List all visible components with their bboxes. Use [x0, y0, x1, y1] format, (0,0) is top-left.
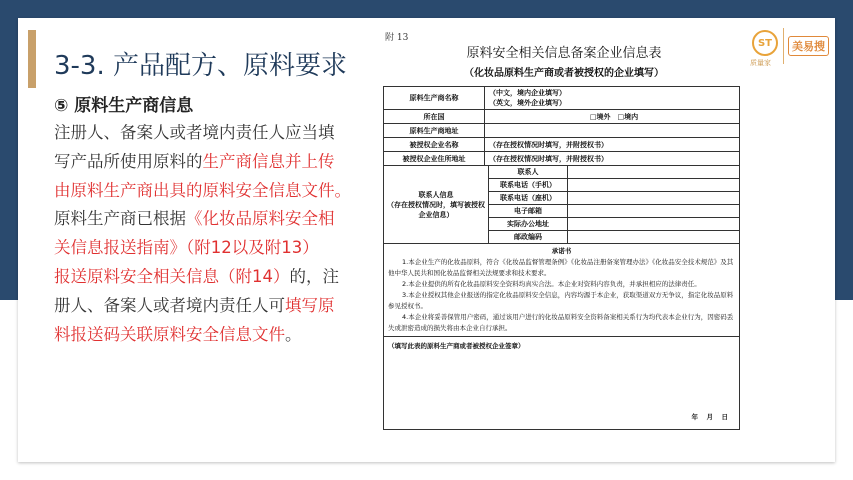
- body-text: [54, 119, 370, 349]
- table-row: [384, 138, 739, 152]
- highlight-text: 由原料生产商出具的原料安全信息文件。: [54, 180, 351, 200]
- plain-text: 写产品所使用原料的: [54, 151, 203, 171]
- contact-field-label: 实际办公地址: [489, 218, 568, 230]
- contact-field-row: [489, 166, 739, 179]
- body-line: [54, 148, 370, 177]
- highlight-text: 生产商信息并上传: [202, 151, 335, 171]
- date-label: 年 月 日: [691, 413, 729, 421]
- title-accent-bar: [28, 30, 36, 88]
- contact-field-label: 邮政编码: [489, 231, 568, 243]
- body-line: [54, 292, 370, 321]
- row-value: （存在授权情况时填写，并附授权书）: [489, 140, 608, 149]
- highlight-text: 关信息报送指南》（附12以及附13）: [54, 238, 319, 258]
- table-row: [384, 87, 739, 110]
- commitment-item: 1.本企业生产的化妆品原料，符合《化妆品监督管理条例》《化妆品注册备案管理办法》《化妆品安全技术规范》及其他中华人民共和国化妆品监督相关法规要求和技术要求。: [388, 258, 734, 277]
- row-value: （存在授权情况时填写，并附授权书）: [489, 154, 608, 163]
- info-table: [383, 86, 740, 430]
- plain-text: 的，注: [289, 266, 339, 286]
- contact-field-row: [489, 231, 739, 243]
- st-logo-icon: ST: [752, 30, 778, 56]
- table-row: [384, 124, 739, 138]
- plain-text: 原料生产商已根据: [54, 209, 186, 229]
- contact-field-value: [568, 205, 739, 217]
- row-label: 所在国: [384, 110, 485, 123]
- brand-logo: 美易搜: [788, 36, 829, 56]
- contact-field-value: [568, 218, 739, 230]
- highlight-text: 《化妆品原料安全相: [186, 209, 335, 229]
- highlight-text: 料报送码关联原料安全信息文件: [54, 324, 285, 344]
- document-title: 原料安全相关信息备案企业信息表: [466, 46, 662, 61]
- highlight-text: 填写原: [285, 295, 335, 315]
- highlight-text: 报送原料安全相关信息（附14）: [54, 266, 290, 286]
- body-line: [54, 177, 370, 206]
- body-line: [54, 234, 370, 263]
- contact-field-row: [489, 179, 739, 192]
- commitment-item: 2.本企业提供的所有化妆品原料安全资料均真实合法。本企业对资料内容负责，并承担相应的法律责任。: [402, 280, 701, 288]
- row-value: （中文，境内企业填写） （英文，境外企业填写）: [489, 89, 566, 107]
- row-label: 被授权企业名称: [384, 138, 485, 151]
- signature-label: （填写此表的原料生产商或者被授权企业签章）: [388, 342, 525, 350]
- contact-field-value: [568, 231, 739, 243]
- row-value: □境外 □境内: [589, 112, 639, 121]
- slide-title: 3-3. 产品配方、原料要求: [54, 51, 347, 81]
- attachment-document: [378, 24, 750, 458]
- attachment-number: 附 13: [385, 33, 409, 43]
- contact-field-row: [489, 218, 739, 231]
- logo-divider: [783, 28, 784, 64]
- table-row: [384, 152, 739, 166]
- row-label: 被授权企业住所地址: [384, 152, 485, 165]
- document-subtitle: （化妆品原料生产商或者被授权的企业填写）: [464, 68, 664, 79]
- plain-text: 。: [285, 324, 302, 344]
- row-label: 原料生产商名称: [384, 87, 485, 109]
- commitment-title: 承诺书: [551, 247, 572, 255]
- table-row: [384, 110, 739, 124]
- contact-field-label: 电子邮箱: [489, 205, 568, 217]
- row-label: 原料生产商地址: [384, 124, 485, 137]
- body-line: [54, 263, 370, 292]
- contact-field-value: [568, 166, 739, 178]
- signature-area: [384, 337, 739, 429]
- contact-block: [384, 166, 739, 244]
- body-line: [54, 119, 370, 148]
- section-subtitle: ⑤ 原料生产商信息: [54, 96, 194, 116]
- plain-text: 注册人、备案人或者境内责任人应当填: [54, 123, 335, 142]
- contact-field-label: 联系电话（手机）: [489, 179, 568, 191]
- contact-field-value: [568, 192, 739, 204]
- row-value: [485, 124, 739, 137]
- plain-text: 册人、备案人或者境内责任人可: [54, 295, 285, 315]
- commitment-section: [384, 244, 739, 337]
- commitment-item: 4.本企业将妥善保管用户密码，通过该用户进行的化妆品原料安全资料备案相关系行为均代表本企业行为，因密码丢失或泄密造成的损失将由本企业自行承担。: [388, 313, 734, 332]
- commitment-item: 3.本企业授权其他企业报送的指定化妆品原料安全信息，内容均源于本企业，获取渠道双方无争议，指定化妆品原料参见授权书。: [388, 291, 734, 310]
- body-line: [54, 205, 370, 234]
- contact-field-row: [489, 205, 739, 218]
- st-logo-caption: 质量家: [750, 59, 771, 67]
- contact-field-label: 联系人: [489, 166, 568, 178]
- contact-field-row: [489, 192, 739, 205]
- contact-field-value: [568, 179, 739, 191]
- contact-field-label: 联系电话（座机）: [489, 192, 568, 204]
- body-line: [54, 321, 370, 350]
- contact-label: 联系人信息 （存在授权情况时，填写被授权企业信息）: [384, 166, 489, 243]
